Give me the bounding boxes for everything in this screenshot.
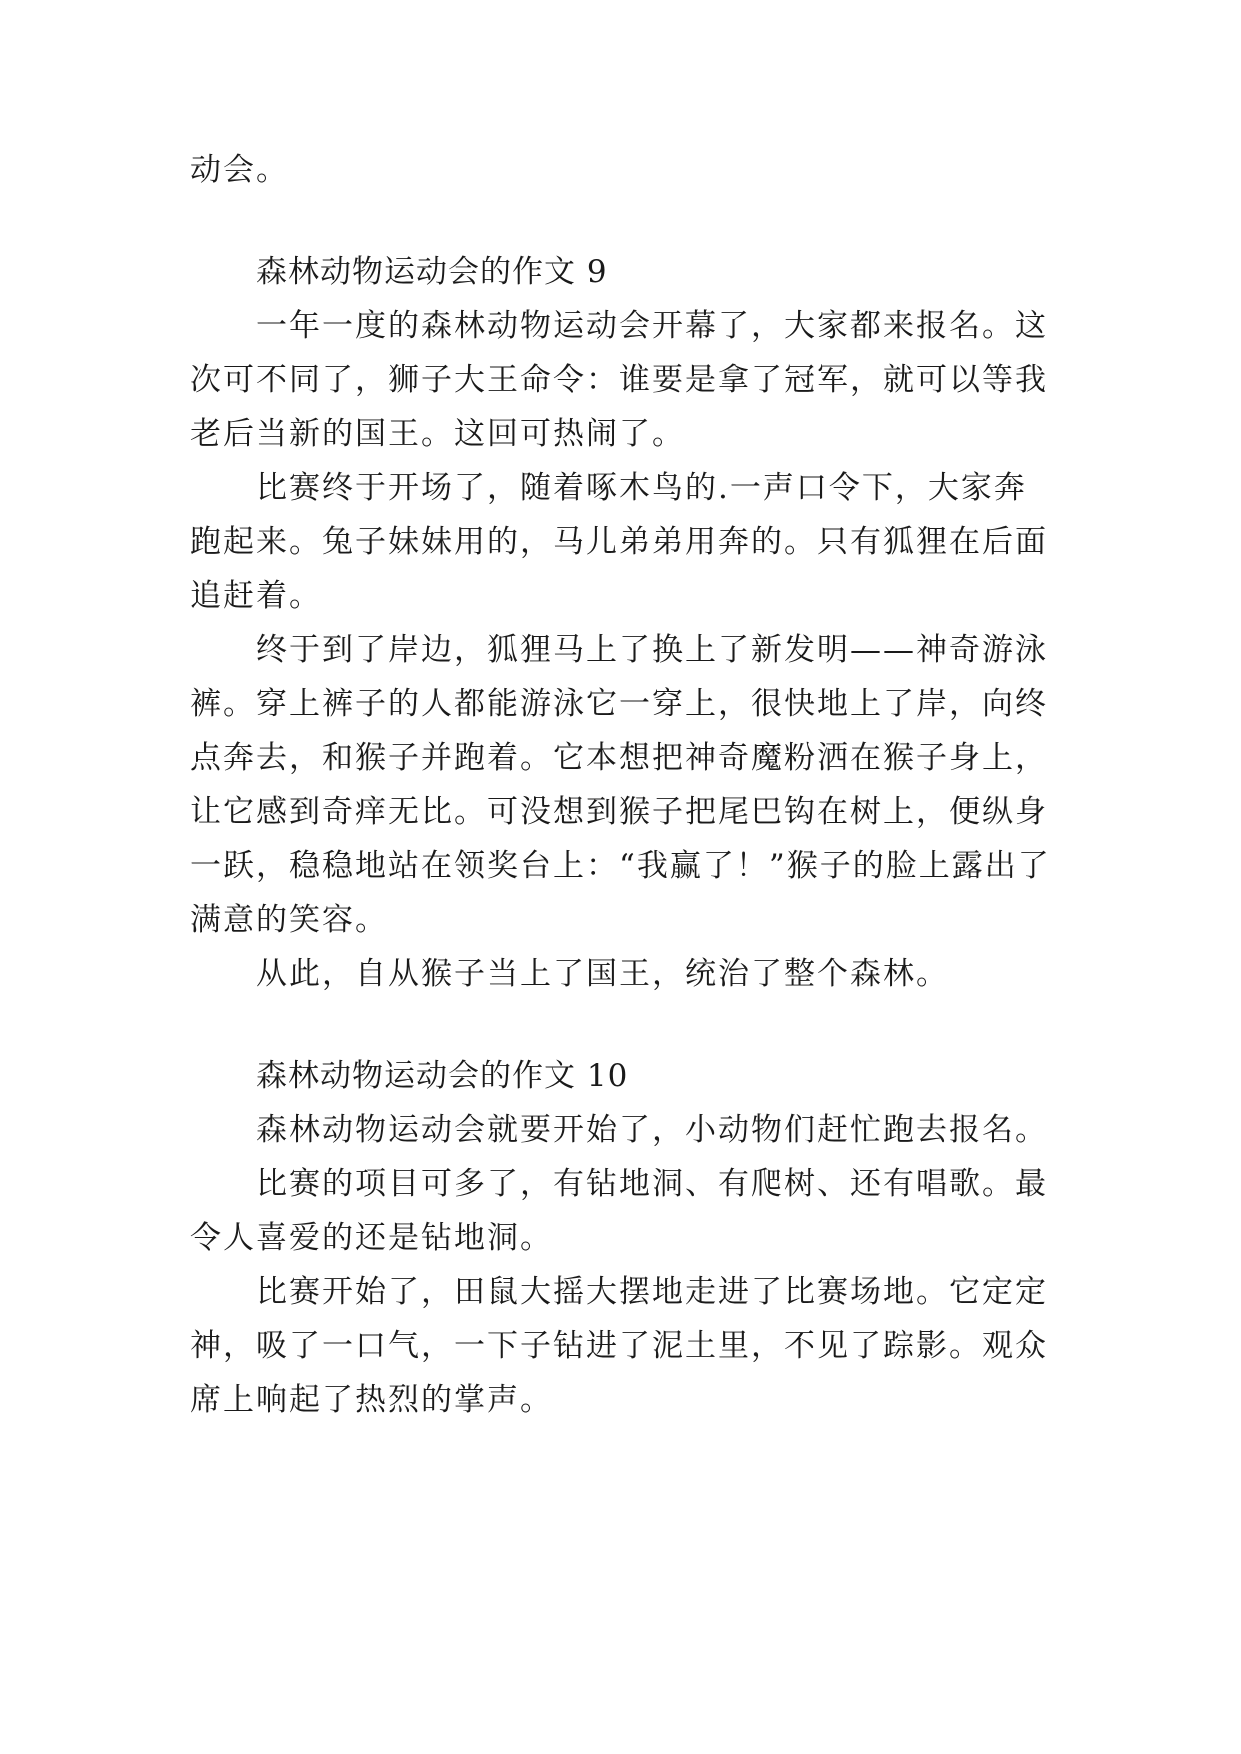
paragraph-line: 神，吸了一口气，一下子钻进了泥土里，不见了踪影。观众 <box>190 1328 1048 1364</box>
paragraph-line: 一年一度的森林动物运动会开幕了，大家都来报名。这 <box>256 308 1048 344</box>
paragraph-line: 比赛开始了，田鼠大摇大摆地走进了比赛场地。它定定 <box>256 1274 1048 1310</box>
continuation-line: 动会。 <box>190 152 289 188</box>
paragraph-line: 满意的笑容。 <box>190 902 388 938</box>
paragraph-line: 让它感到奇痒无比。可没想到猴子把尾巴钩在树上，便纵身 <box>190 794 1048 830</box>
paragraph-line: 点奔去，和猴子并跑着。它本想把神奇魔粉洒在猴子身上， <box>190 740 1048 776</box>
paragraph-line: 跑起来。兔子妹妹用的，马儿弟弟用奔的。只有狐狸在后面 <box>190 524 1048 560</box>
paragraph-line: 终于到了岸边，狐狸马上了换上了新发明——神奇游泳 <box>256 632 1048 668</box>
paragraph-line: 次可不同了，狮子大王命令：谁要是拿了冠军，就可以等我 <box>190 362 1048 398</box>
paragraph-line: 裤。穿上裤子的人都能游泳它一穿上，很快地上了岸，向终 <box>190 686 1048 722</box>
section-heading: 森林动物运动会的作文 9 <box>256 254 608 290</box>
paragraph-line: 比赛终于开场了，随着啄木鸟的.一声口令下，大家奔 <box>256 470 1027 506</box>
paragraph-line: 一跃，稳稳地站在领奖台上：“我赢了！”猴子的脸上露出了 <box>190 848 1051 884</box>
paragraph-line: 从此，自从猴子当上了国王，统治了整个森林。 <box>256 956 949 992</box>
paragraph-line: 追赶着。 <box>190 578 322 614</box>
paragraph-line: 席上响起了热烈的掌声。 <box>190 1382 553 1418</box>
section-heading: 森林动物运动会的作文 10 <box>256 1058 629 1094</box>
paragraph-line: 森林动物运动会就要开始了，小动物们赶忙跑去报名。 <box>256 1112 1048 1148</box>
paragraph-line: 比赛的项目可多了，有钻地洞、有爬树、还有唱歌。最 <box>256 1166 1048 1202</box>
paragraph-line: 老后当新的国王。这回可热闹了。 <box>190 416 685 452</box>
paragraph-line: 令人喜爱的还是钻地洞。 <box>190 1220 553 1256</box>
